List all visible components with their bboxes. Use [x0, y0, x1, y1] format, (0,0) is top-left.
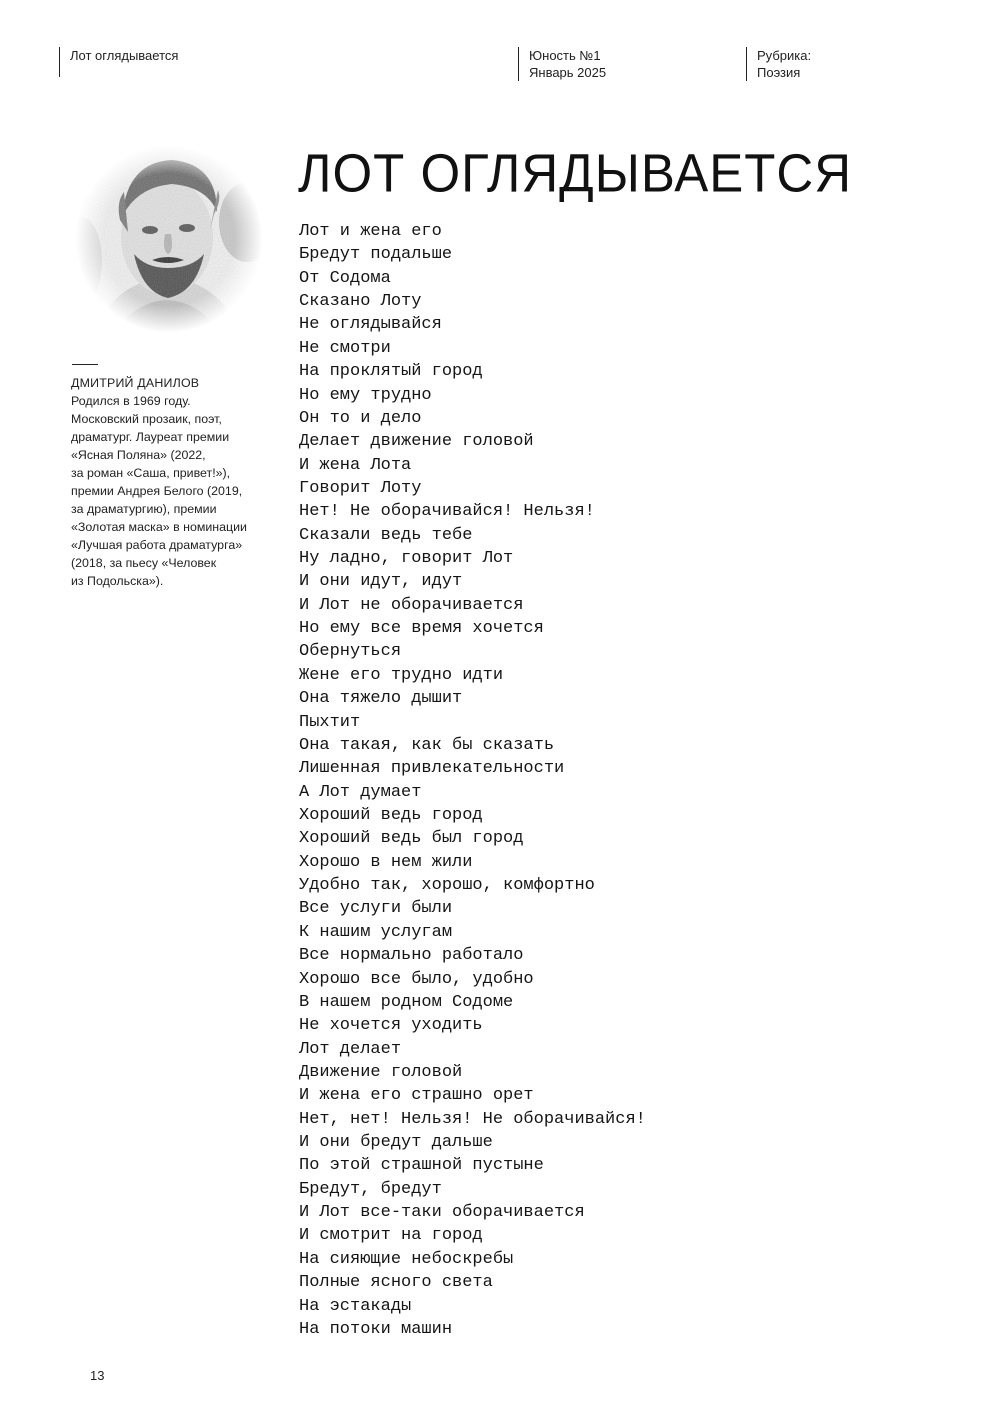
poem-line: Ну ладно, говорит Лот [299, 549, 514, 569]
poem-line: Хороший ведь город [299, 805, 483, 825]
bio-line: за драматургию), премии [71, 502, 217, 516]
issue-number: Юность №1 [529, 48, 601, 63]
poem-line: Лот и жена его [299, 222, 442, 241]
poem-line: Сказано Лоту [299, 292, 422, 312]
author-divider [72, 364, 98, 365]
poem-line: Пыхтит [299, 712, 361, 732]
author-portrait [72, 142, 267, 337]
rubric-label: Рубрика: [757, 48, 812, 63]
poem-line: К нашим услугам [299, 922, 453, 942]
poem-line: Удобно так, хорошо, комфортно [299, 876, 595, 896]
poem-line: Не смотри [299, 338, 391, 358]
poem-line: Лот делает [299, 1039, 402, 1059]
poem-line: И смотрит на город [299, 1226, 483, 1246]
poem-line: По этой страшной пустыне [299, 1156, 544, 1176]
poem-line: Жене его трудно идти [299, 665, 504, 685]
poem-line: Нет! Не оборачивайся! Нельзя! [299, 502, 595, 522]
poem-line: И они бредут дальше [299, 1133, 493, 1153]
poem-line: Не хочется уходить [299, 1016, 483, 1036]
poem-line: Он то и дело [299, 408, 422, 428]
poem-line: Говорит Лоту [299, 478, 422, 498]
issue-date: Январь 2025 [529, 65, 607, 80]
poem-line: Она тяжело дышит [299, 689, 463, 709]
bio-line: «Лучшая работа драматурга» [71, 538, 243, 552]
poem-body [299, 220, 646, 1341]
poem-line: И Лот все-таки оборачивается [299, 1203, 585, 1223]
running-title: Лот оглядывается [70, 48, 179, 63]
bio-line: (2018, за пьесу «Человек [71, 556, 217, 570]
issue-info [518, 47, 606, 81]
poem-title: ЛОТ ОГЛЯДЫВАЕТСЯ [298, 143, 853, 203]
bio-line: премии Андрея Белого (2019, [71, 484, 243, 498]
poem-line: Она такая, как бы сказать [299, 735, 555, 755]
page-number: 13 [90, 1368, 105, 1383]
running-header-title [59, 47, 178, 77]
poem-line: Делает движение головой [299, 432, 534, 452]
poem-line: И они идут, идут [299, 572, 463, 592]
bio-line: из Подольска»). [71, 574, 164, 588]
poem-line: На проклятый город [299, 362, 483, 382]
poem-line: От Содома [299, 268, 391, 288]
poem-line: Обернуться [299, 642, 402, 662]
poem-line: Но ему трудно [299, 385, 432, 405]
poem-line: А Лот думает [299, 782, 422, 802]
poem-line: Лишенная привлекательности [299, 759, 565, 779]
poem-line: Хороший ведь был город [299, 829, 524, 849]
poem-line: Не оглядывайся [299, 315, 442, 335]
bio-line: Родился в 1969 году. [71, 394, 191, 408]
poem-line: На сияющие небоскребы [299, 1249, 514, 1269]
bio-line: драматург. Лауреат премии [71, 430, 230, 444]
rubric-info [746, 47, 811, 81]
poem-line: Хорошо все было, удобно [299, 969, 534, 989]
poem-line: Нет, нет! Нельзя! Не оборачивайся! [299, 1109, 646, 1129]
poem-line: И жена Лота [299, 455, 412, 475]
poem-line: Бредут, бредут [299, 1179, 442, 1199]
poem-line: Сказали ведь тебе [299, 525, 473, 545]
poem-line: И жена его страшно орет [299, 1086, 534, 1106]
bio-line: «Золотая маска» в номинации [71, 520, 247, 534]
author-bio [71, 374, 286, 590]
author-name: ДМИТРИЙ ДАНИЛОВ [71, 376, 200, 390]
bio-line: за роман «Саша, привет!»), [71, 466, 231, 480]
rubric-value: Поэзия [757, 65, 801, 80]
poem-line: Все нормально работало [299, 946, 524, 966]
poem-line: Хорошо в нем жили [299, 852, 473, 872]
poem-line: На эстакады [299, 1296, 412, 1316]
poem-line: Бредут подальше [299, 245, 453, 265]
poem-line: И Лот не оборачивается [299, 595, 524, 615]
poem-line: В нашем родном Содоме [299, 992, 514, 1012]
poem-line: Но ему все время хочется [299, 619, 544, 639]
bio-line: «Ясная Поляна» (2022, [71, 448, 206, 462]
poem-line: На потоки машин [299, 1319, 453, 1339]
bio-line: Московский прозаик, поэт, [71, 412, 222, 426]
poem-line: Все услуги были [299, 899, 453, 919]
poem-line: Движение головой [299, 1062, 463, 1082]
poem-line: Полные ясного света [299, 1273, 493, 1293]
